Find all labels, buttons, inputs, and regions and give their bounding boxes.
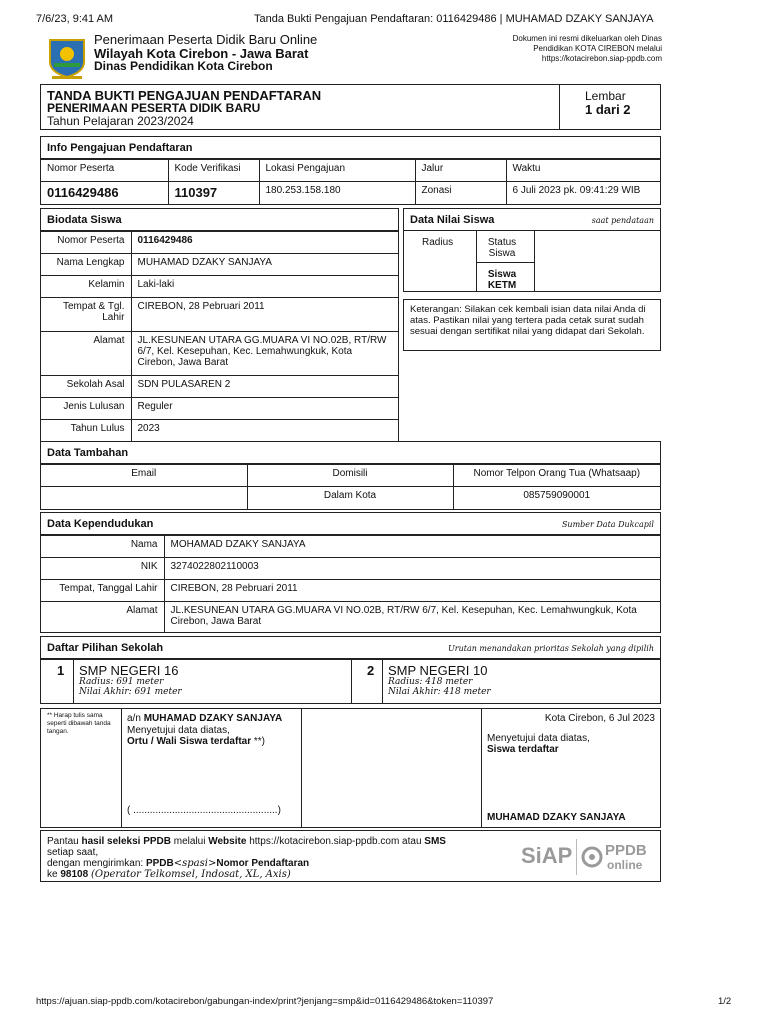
footer-section [40,830,661,882]
an-prefix: a/n [127,713,141,724]
col-nomor: Nomor Peserta [41,160,168,182]
footer-b3: SMS [424,836,446,847]
biodata-value: Reguler [131,398,398,420]
nilai-heading-text: Data Nilai Siswa [410,214,495,226]
siswa-label: Siswa terdaftar [487,744,559,755]
biodata-heading: Biodata Siswa [41,209,398,231]
ppdb-logo-text: PPDB [605,842,647,859]
tambahan-table [41,464,660,509]
print-page-title: Tanda Bukti Pengajuan Pendaftaran: 0116429486 | MUHAMAD DZAKY SANJAYA [254,13,654,25]
official-note: Dokumen ini resmi dikeluarkan oleh Dinas Pendidikan KOTA CIREBON melalui https://kotacirebon.siap-ppdb.com [512,34,662,63]
signature-section [40,708,661,828]
ppdb-logo-icon [581,845,603,869]
pilihan-radius-2: Radius: 418 meter [388,677,473,687]
lembar-value: 1 dari 2 [585,102,631,117]
col-lokasi: Lokasi Pengajuan [259,160,415,182]
biodata-value: JL.KESUNEAN UTARA GG.MUARA VI NO.02B, RT/RW 6/7, Kel. Kesepuhan, Kec. Lemahwungkuk, Kota Cirebon, Jawa Barat [131,332,398,376]
kependudukan-heading [41,513,660,535]
biodata-label: Kelamin [41,276,131,298]
biodata-label: Tahun Lulus [41,420,131,442]
radius-label: Radius [422,237,454,248]
footer-t6: ke [47,869,58,880]
ortu-label: Ortu / Wali Siswa terdaftar [127,736,252,747]
status-label: Status Siswa [487,237,517,259]
print-datetime: 7/6/23, 9:41 AM [36,13,114,25]
biodata-section [40,208,399,443]
nilai-note: saat pendataan [591,216,654,225]
email-value [41,487,247,509]
biodata-table [41,231,398,442]
jalur-value: Zonasi [415,182,506,204]
biodata-value: 0116429486 [131,232,398,254]
kependudukan-heading-text: Data Kependudukan [47,518,154,530]
biodata-value: CIREBON, 28 Pebruari 2011 [131,298,398,332]
kependudukan-label: Alamat [41,602,164,632]
school-year: Tahun Pelajaran 2023/2024 [47,114,194,128]
title-box [40,84,661,130]
pilihan-note: Urutan menandakan prioritas Sekolah yang dipilih [448,644,654,653]
footer-spasi: <spasi> [173,858,217,869]
an-line [127,713,282,724]
footer-text [47,836,487,880]
pilihan-heading [41,637,660,659]
biodata-label: Nomor Peserta [41,232,131,254]
footer-b1: hasil seleksi PPDB [81,836,171,847]
waktu-value: 6 Juli 2023 pk. 09:41:29 WIB [506,182,660,204]
col-waktu: Waktu [506,160,660,182]
keterangan-box: Keterangan: Silakan cek kembali isian data nilai Anda di atas. Pastikan nilai yang tertera pada cetak surat sudah sesuai dengan sertifikat nilai yang didapat dari Sekolah. [403,299,661,351]
header-line1: Penerimaan Peserta Didik Baru Online [94,32,318,47]
biodata-label: Alamat [41,332,131,376]
biodata-label: Tempat & Tgl. Lahir [41,298,131,332]
footer-b5: Nomor Pendaftaran [216,858,310,869]
col-domisili: Domisili [247,465,453,487]
footer-operators: (Operator Telkomsel, Indosat, XL, Axis) [90,869,291,880]
city-date: Kota Cirebon, 6 Jul 2023 [544,713,655,724]
biodata-value: SDN PULASAREN 2 [131,376,398,398]
footer-t4: setiap saat, [47,847,99,858]
info-heading: Info Pengajuan Pendaftaran [41,137,660,159]
signature-note: ** Harap tulis sama seperti dibawah tanda tangan. [47,712,111,735]
ortu-line [127,736,265,747]
footer-b4: PPDB [145,858,174,869]
info-section [40,136,661,205]
cirebon-logo [44,36,90,80]
footer-b2: Website [208,836,247,847]
kependudukan-section [40,512,661,633]
siap-logo [521,843,572,869]
col-jalur: Jalur [415,160,506,182]
tambahan-heading: Data Tambahan [41,442,660,464]
an-name: MUHAMAD DZAKY SANJAYA [143,713,283,724]
siswa-name: MUHAMAD DZAKY SANJAYA [487,812,626,823]
pilihan-school-2: SMP NEGERI 10 [388,663,488,678]
footer-t1: Pantau [47,836,79,847]
pilihan-num-1: 1 [57,663,65,678]
nilai-section [403,208,661,292]
lembar-label: Lembar [585,89,626,103]
footer-website-url: https://kotacirebon.siap-ppdb.com atau [249,836,422,847]
kode-verifikasi-value: 110397 [168,182,259,204]
print-url: https://ajuan.siap-ppdb.com/kotacirebon/gabungan-index/print?jenjang=smp&id=0116429486&token=110397 [36,996,494,1007]
document-title: TANDA BUKTI PENGAJUAN PENDAFTARAN [47,88,322,103]
pilihan-school-1: SMP NEGERI 16 [79,663,179,678]
biodata-label: Nama Lengkap [41,254,131,276]
pilihan-section [40,636,661,704]
col-telp: Nomor Telpon Orang Tua (Whatsaap) [453,465,660,487]
pilihan-nilai-1: Nilai Akhir: 691 meter [79,687,182,697]
kependudukan-label: NIK [41,558,164,580]
lokasi-value: 180.253.158.180 [259,182,415,204]
biodata-label: Jenis Lulusan [41,398,131,420]
print-page-number: 1/2 [718,996,732,1007]
ppdb-logo [581,839,657,877]
tambahan-section [40,441,661,510]
status-value: Siswa KETM [487,269,517,291]
agree-ortu: Menyetujui data diatas, [127,725,230,736]
kependudukan-label: Nama [41,536,164,558]
ppdb-online-text: online [607,858,643,872]
kependudukan-label: Tempat, Tanggal Lahir [41,580,164,602]
ortu-suffix: **) [253,736,266,747]
pilihan-nilai-2: Nilai Akhir: 418 meter [388,687,491,697]
telp-value: 085759090001 [453,487,660,509]
pilihan-num-2: 2 [367,663,375,678]
header-line2: Wilayah Kota Cirebon - Jawa Barat [94,46,309,61]
biodata-value: Laki-laki [131,276,398,298]
siap-logo-text: SiAP [521,843,573,868]
pilihan-radius-1: Radius: 691 meter [79,677,164,687]
biodata-label: Sekolah Asal [41,376,131,398]
nomor-peserta-value: 0116429486 [41,182,168,204]
footer-t2: melalui [173,836,206,847]
biodata-value: 2023 [131,420,398,442]
agree-siswa: Menyetujui data diatas, [487,733,590,744]
kependudukan-value: JL.KESUNEAN UTARA GG.MUARA VI NO.02B, RT/RW 6/7, Kel. Kesepuhan, Kec. Lemahwungkuk, Kota Cirebon, Jawa Barat [164,602,660,632]
biodata-value: MUHAMAD DZAKY SANJAYA [131,254,398,276]
ortu-blank: ( ....................................................) [127,805,281,816]
kependudukan-value: 3274022802110003 [164,558,660,580]
domisili-value: Dalam Kota [247,487,453,509]
kependudukan-note: Sumber Data Dukcapil [561,520,654,529]
kependudukan-value: CIREBON, 28 Pebruari 2011 [164,580,660,602]
kependudukan-table [41,535,660,632]
kependudukan-value: MOHAMAD DZAKY SANJAYA [164,536,660,558]
pilihan-heading-text: Daftar Pilihan Sekolah [47,642,164,654]
footer-b6: 98108 [60,869,89,880]
document-subtitle: PENERIMAAN PESERTA DIDIK BARU [47,101,261,115]
footer-t5: dengan mengirimkan: [47,858,144,869]
nilai-heading [404,209,660,231]
info-table [41,159,660,204]
col-email: Email [41,465,247,487]
col-kode: Kode Verifikasi [168,160,259,182]
header-line3: Dinas Pendidikan Kota Cirebon [94,59,273,73]
